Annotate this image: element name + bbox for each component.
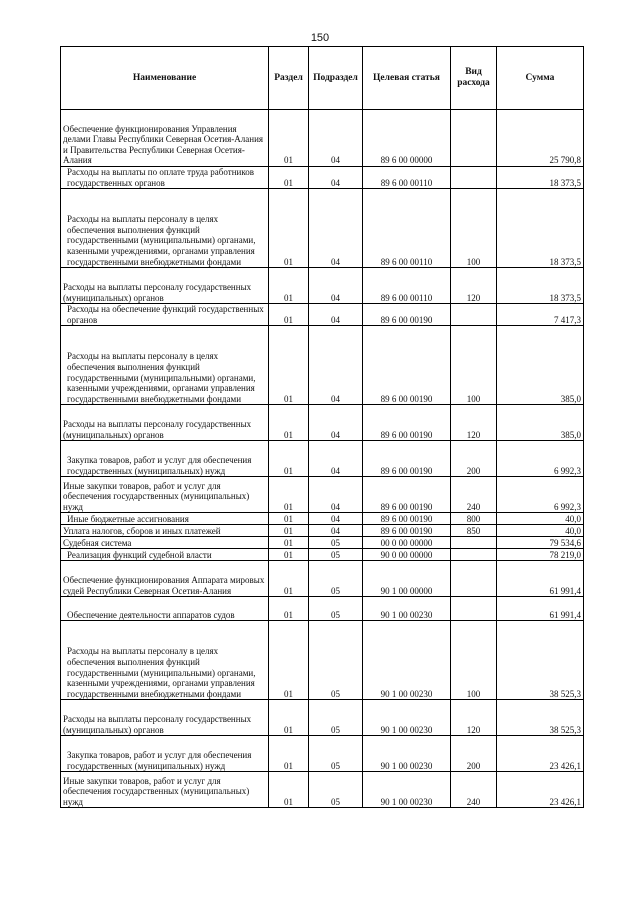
cell-name: Расходы на выплаты персоналу государственных (муниципальных) органов [61,700,269,736]
cell-subsection: 05 [309,549,363,561]
cell-kind: 100 [451,621,497,700]
table-row [61,561,584,597]
cell-name: Расходы на выплаты персоналу государственных (муниципальных) органов [61,405,269,441]
table-row [61,537,584,549]
table-row [61,525,584,537]
cell-sum: 23 426,1 [497,772,584,808]
table-row [61,736,584,772]
page-number: 150 [310,32,330,44]
cell-sum: 18 373,5 [497,189,584,268]
table-row [61,110,584,167]
cell-article: 89 6 00 00190 [363,513,451,525]
cell-section: 01 [269,110,309,167]
cell-article: 89 6 00 00000 [363,110,451,167]
cell-subsection: 04 [309,167,363,189]
cell-name: Закупка товаров, работ и услуг для обеспечения государственных (муниципальных) нужд [61,736,269,772]
table-row [61,441,584,477]
table-header-row [61,47,584,110]
cell-subsection: 04 [309,268,363,304]
cell-subsection: 04 [309,477,363,513]
cell-subsection: 04 [309,304,363,326]
cell-section: 01 [269,549,309,561]
cell-article: 90 1 00 00230 [363,736,451,772]
cell-kind: 100 [451,326,497,405]
cell-section: 01 [269,700,309,736]
cell-kind [451,304,497,326]
table-row [61,304,584,326]
cell-kind [451,537,497,549]
cell-article: 89 6 00 00110 [363,167,451,189]
table-row [61,772,584,808]
cell-section: 01 [269,736,309,772]
cell-kind: 100 [451,189,497,268]
cell-section: 01 [269,441,309,477]
cell-article: 89 6 00 00110 [363,189,451,268]
cell-section: 01 [269,304,309,326]
header-section: Раздел [269,47,309,110]
cell-kind: 850 [451,525,497,537]
cell-subsection: 04 [309,110,363,167]
cell-sum: 7 417,3 [497,304,584,326]
cell-name: Иные закупки товаров, работ и услуг для обеспечения государственных (муниципальных) нужд [61,477,269,513]
header-name: Наименование [61,47,269,110]
cell-sum: 38 525,3 [497,700,584,736]
budget-table [60,46,584,808]
cell-subsection: 05 [309,597,363,621]
header-sum: Сумма [497,47,584,110]
cell-section: 01 [269,167,309,189]
table-row [61,477,584,513]
header-subsection: Подраздел [309,47,363,110]
table-row [61,189,584,268]
cell-kind: 120 [451,405,497,441]
cell-article: 89 6 00 00190 [363,405,451,441]
cell-name: Расходы на выплаты персоналу в целях обеспечения выполнения функций государственными (муниципальными) органами, казенными учреждениями, органами управления государственными внебюджетными фондами [61,189,269,268]
cell-subsection: 05 [309,736,363,772]
cell-name: Обеспечение функционирования Аппарата мировых судей Республики Северная Осетия-Алания [61,561,269,597]
table-row [61,326,584,405]
cell-sum: 6 992,3 [497,477,584,513]
cell-section: 01 [269,772,309,808]
cell-subsection: 05 [309,621,363,700]
cell-name: Уплата налогов, сборов и иных платежей [61,525,269,537]
table-body [61,110,584,808]
cell-article: 89 6 00 00190 [363,525,451,537]
cell-sum: 61 991,4 [497,561,584,597]
cell-kind: 120 [451,268,497,304]
cell-sum: 25 790,8 [497,110,584,167]
table-row [61,268,584,304]
cell-sum: 78 219,0 [497,549,584,561]
cell-article: 90 1 00 00000 [363,561,451,597]
cell-kind: 240 [451,477,497,513]
cell-article: 89 6 00 00190 [363,441,451,477]
cell-section: 01 [269,326,309,405]
cell-section: 01 [269,513,309,525]
cell-subsection: 04 [309,525,363,537]
cell-subsection: 05 [309,561,363,597]
cell-subsection: 04 [309,513,363,525]
cell-sum: 385,0 [497,326,584,405]
header-kind: Вид расхода [451,47,497,110]
cell-subsection: 05 [309,772,363,808]
cell-subsection: 05 [309,537,363,549]
cell-article: 90 0 00 00000 [363,549,451,561]
cell-article: 90 1 00 00230 [363,621,451,700]
table-row [61,597,584,621]
cell-kind: 240 [451,772,497,808]
cell-kind: 200 [451,441,497,477]
cell-name: Расходы на обеспечение функций государственных органов [61,304,269,326]
cell-kind [451,110,497,167]
cell-section: 01 [269,561,309,597]
cell-article: 89 6 00 00190 [363,477,451,513]
cell-name: Обеспечение функционирования Управления делами Главы Республики Северная Осетия-Алания и Правительства Республики Северная Осетия-Алания [61,110,269,167]
cell-article: 90 1 00 00230 [363,597,451,621]
table-row [61,621,584,700]
cell-article: 89 6 00 00110 [363,268,451,304]
cell-subsection: 05 [309,700,363,736]
table-row [61,549,584,561]
table-row [61,167,584,189]
cell-subsection: 04 [309,405,363,441]
cell-kind [451,167,497,189]
cell-name: Иные бюджетные ассигнования [61,513,269,525]
cell-section: 01 [269,597,309,621]
cell-kind [451,561,497,597]
cell-section: 01 [269,405,309,441]
cell-sum: 40,0 [497,513,584,525]
cell-name: Расходы на выплаты по оплате труда работников государственных органов [61,167,269,189]
cell-section: 01 [269,477,309,513]
cell-sum: 38 525,3 [497,621,584,700]
cell-section: 01 [269,268,309,304]
cell-subsection: 04 [309,326,363,405]
cell-section: 01 [269,621,309,700]
cell-sum: 40,0 [497,525,584,537]
cell-sum: 6 992,3 [497,441,584,477]
cell-sum: 18 373,5 [497,167,584,189]
header-article: Целевая статья [363,47,451,110]
cell-sum: 61 991,4 [497,597,584,621]
cell-kind [451,549,497,561]
table-row [61,700,584,736]
cell-subsection: 04 [309,189,363,268]
cell-kind [451,597,497,621]
cell-sum: 385,0 [497,405,584,441]
cell-subsection: 04 [309,441,363,477]
table-row [61,405,584,441]
cell-name: Обеспечение деятельности аппаратов судов [61,597,269,621]
table-row [61,513,584,525]
cell-name: Расходы на выплаты персоналу в целях обеспечения выполнения функций государственными (муниципальными) органами, казенными учреждениями, органами управления государственными внебюджетными фондами [61,621,269,700]
cell-section: 01 [269,189,309,268]
cell-article: 90 1 00 00230 [363,772,451,808]
cell-sum: 18 373,5 [497,268,584,304]
cell-article: 90 1 00 00230 [363,700,451,736]
cell-name: Расходы на выплаты персоналу государственных (муниципальных) органов [61,268,269,304]
cell-name: Судебная система [61,537,269,549]
cell-section: 01 [269,537,309,549]
cell-name: Иные закупки товаров, работ и услуг для обеспечения государственных (муниципальных) нужд [61,772,269,808]
cell-article: 00 0 00 00000 [363,537,451,549]
cell-kind: 120 [451,700,497,736]
cell-name: Расходы на выплаты персоналу в целях обеспечения выполнения функций государственными (муниципальными) органами, казенными учреждениями, органами управления государственными внебюджетными фондами [61,326,269,405]
cell-article: 89 6 00 00190 [363,326,451,405]
cell-sum: 79 534,6 [497,537,584,549]
cell-kind: 800 [451,513,497,525]
cell-section: 01 [269,525,309,537]
cell-kind: 200 [451,736,497,772]
cell-article: 89 6 00 00190 [363,304,451,326]
cell-name: Реализация функций судебной власти [61,549,269,561]
cell-name: Закупка товаров, работ и услуг для обеспечения государственных (муниципальных) нужд [61,441,269,477]
cell-sum: 23 426,1 [497,736,584,772]
